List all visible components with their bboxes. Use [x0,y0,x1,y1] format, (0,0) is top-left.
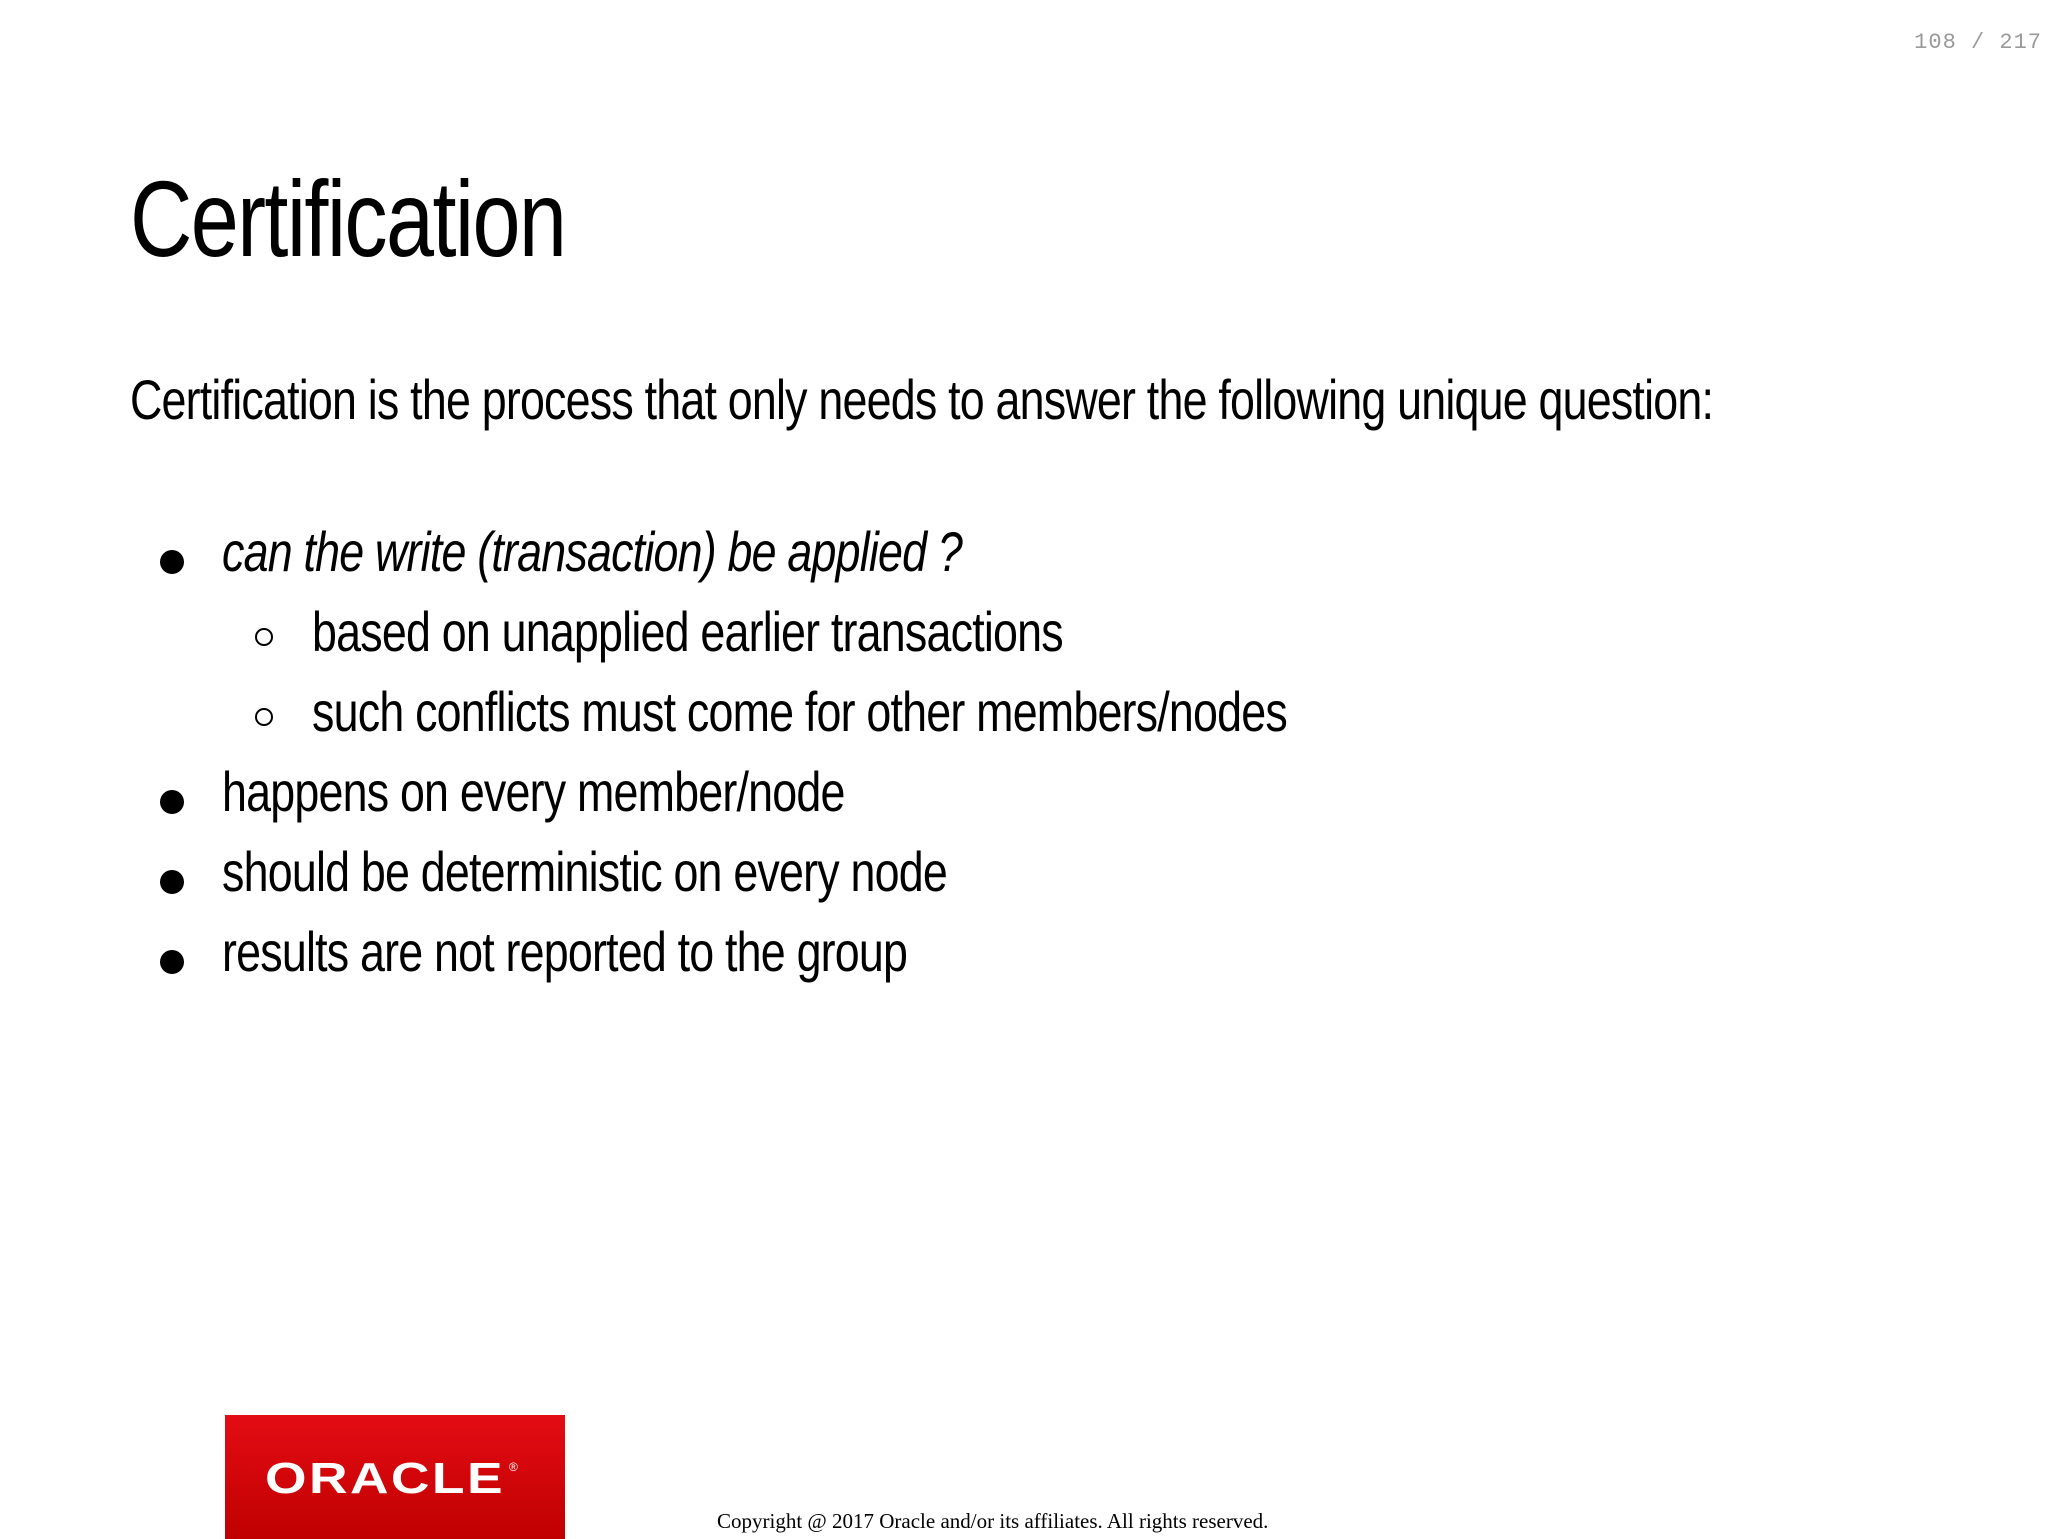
sub-bullet-ring-icon [255,708,273,726]
bullet-text: results are not reported to the group [222,920,908,983]
bullet-dot-icon [160,870,184,894]
registered-mark: ® [509,1460,518,1474]
bullet-text: happens on every member/node [222,760,845,823]
intro-text: Certification is the process that only needs to answer the following unique question: [130,368,1714,431]
oracle-logo-text: ORACLE [265,1455,505,1499]
page-counter: 108 / 217 [1914,30,2042,55]
bullet-text: can the write (transaction) be applied ? [222,520,962,583]
sub-bullet-text: such conflicts must come for other members/nodes [312,680,1287,743]
oracle-logo-wordmark [265,1455,525,1499]
bullet-text: should be deterministic on every node [222,840,947,903]
sub-bullet-ring-icon [255,628,273,646]
bullet-dot-icon [160,790,184,814]
bullet-dot-icon [160,550,184,574]
slide-title: Certification [130,158,566,279]
bullet-dot-icon [160,950,184,974]
copyright-text: Copyright @ 2017 Oracle and/or its affiliates. All rights reserved. [717,1509,1269,1533]
oracle-logo [225,1415,565,1539]
sub-bullet-text: based on unapplied earlier transactions [312,600,1063,663]
